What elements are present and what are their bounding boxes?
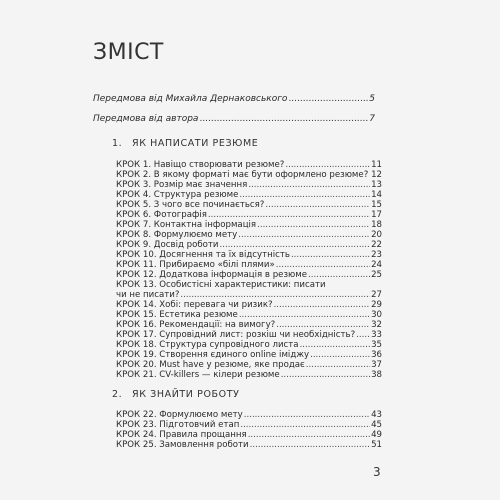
- toc-entry-page: 49: [371, 430, 382, 440]
- toc-entry-page: 30: [371, 310, 382, 320]
- toc-entry-page: 36: [371, 350, 382, 360]
- toc-list-section-1: [116, 160, 382, 380]
- toc-entry-label: КРОК 13. Особистісні характеристики: писати: [116, 280, 326, 290]
- dot-leader: [180, 290, 370, 300]
- toc-entry: [116, 240, 382, 250]
- toc-entry-label: КРОК 6. Фотографія: [116, 210, 207, 220]
- toc-entry-page: 29: [371, 300, 382, 310]
- toc-entry-label: КРОК 22. Формулюємо мету: [116, 410, 243, 420]
- toc-entry-label: КРОК 21. CV-killers — кілери резюме: [116, 370, 280, 380]
- dot-leader: [248, 180, 370, 190]
- toc-entry: [116, 370, 382, 380]
- dot-leader: [306, 360, 370, 370]
- toc-entry-page: 20: [371, 230, 382, 240]
- toc-entry-page: 45: [371, 420, 382, 430]
- toc-entry-label: КРОК 24. Правила прощання: [116, 430, 247, 440]
- toc-entry-page: 18: [371, 220, 382, 230]
- dot-leader: [238, 230, 370, 240]
- dot-leader: [310, 350, 370, 360]
- toc-entry-page: 27: [371, 290, 382, 300]
- dot-leader: [276, 320, 370, 330]
- toc-entry-label: КРОК 9. Досвід роботи: [116, 240, 219, 250]
- dot-leader: [300, 340, 371, 350]
- toc-entry-label: КРОК 5. З чого все починається?: [116, 200, 265, 210]
- toc-entry-page: 37: [371, 360, 382, 370]
- toc-entry: [116, 200, 382, 210]
- toc-entry: [116, 340, 382, 350]
- dot-leader: [356, 330, 370, 340]
- toc-entry-page: 43: [371, 410, 382, 420]
- toc-entry-page: 22: [371, 240, 382, 250]
- toc-entry-page: 17: [371, 210, 382, 220]
- toc-entry: [116, 270, 382, 280]
- dot-leader: [208, 210, 370, 220]
- toc-entry-label: КРОК 7. Контактна інформація: [116, 220, 257, 230]
- dot-leader: [288, 94, 368, 104]
- toc-entry-label: КРОК 18. Структура супровідного листа: [116, 340, 299, 350]
- toc-entry-label: КРОК 23. Підготовчий етап: [116, 420, 240, 430]
- toc-entry-page: 51: [371, 440, 382, 450]
- toc-entry: [116, 350, 382, 360]
- toc-entry-label: Передмова від автора: [93, 114, 199, 124]
- toc-preface-entry: [93, 114, 375, 124]
- section-heading: [112, 138, 258, 149]
- toc-entry: [116, 430, 382, 440]
- toc-entry-page: 15: [371, 200, 382, 210]
- toc-entry: [116, 360, 382, 370]
- toc-entry-label: КРОК 2. В якому форматі має бути оформлено резюме?: [116, 170, 369, 180]
- toc-entry: [116, 250, 382, 260]
- toc-entry-page: 13: [371, 180, 382, 190]
- toc-entry-label: КРОК 4. Структура резюме: [116, 190, 239, 200]
- toc-entry: [116, 160, 382, 170]
- toc-entry: [116, 260, 382, 270]
- toc-entry-label: КРОК 3. Розмір має значення: [116, 180, 248, 190]
- toc-entry-page: 25: [371, 270, 382, 280]
- section-heading: [112, 389, 240, 400]
- toc-entry-label: КРОК 10. Досягнення та їх відсутність: [116, 250, 290, 260]
- dot-leader: [244, 410, 370, 420]
- dot-leader: [250, 440, 370, 450]
- toc-entry-label: КРОК 20. Must have у резюме, яке продає: [116, 360, 305, 370]
- toc-preface-entry: [93, 94, 375, 104]
- toc-entry-label: КРОК 8. Формулюємо мету: [116, 230, 238, 240]
- toc-entry-label: Передмова від Михайла Дернаковського: [93, 94, 288, 104]
- toc-entry-page: 12: [371, 170, 382, 180]
- toc-entry: [116, 170, 382, 180]
- toc-entry-page: 35: [371, 340, 382, 350]
- toc-entry-page: 33: [371, 330, 382, 340]
- section-number: 2.: [112, 389, 123, 400]
- dot-leader: [240, 420, 370, 430]
- dot-leader: [285, 160, 370, 170]
- section-number: 1.: [112, 138, 123, 149]
- toc-entry: [116, 330, 382, 340]
- toc-entry-label: чи не писати?: [116, 290, 180, 300]
- dot-leader: [265, 200, 370, 210]
- toc-entry-page: 14: [371, 190, 382, 200]
- dot-leader: [239, 310, 370, 320]
- dot-leader: [308, 270, 370, 280]
- dot-leader: [248, 430, 370, 440]
- toc-entry-label: КРОК 17. Супровідний лист: розкіш чи необхідність?: [116, 330, 356, 340]
- toc-entry-label: КРОК 15. Естетика резюме: [116, 310, 238, 320]
- toc-entry-label: КРОК 12. Додаткова інформація в резюме: [116, 270, 308, 280]
- toc-entry: [116, 190, 382, 200]
- toc-entry: [116, 300, 382, 310]
- toc-entry-page: 5: [369, 94, 375, 104]
- toc-entry: [116, 440, 382, 450]
- toc-entry: [116, 290, 382, 300]
- toc-entry-label: КРОК 19. Створення єдиного online іміджу: [116, 350, 310, 360]
- dot-leader: [274, 300, 370, 310]
- dot-leader: [220, 240, 371, 250]
- toc-list-section-2: [116, 410, 382, 450]
- toc-entry-page: 7: [369, 114, 375, 124]
- toc-entry-page: 32: [371, 320, 382, 330]
- toc-entry-label: КРОК 14. Хобі: перевага чи ризик?: [116, 300, 273, 310]
- section-title: ЯК НАПИСАТИ РЕЗЮМЕ: [132, 138, 259, 149]
- toc-entry: [116, 230, 382, 240]
- toc-entry-page: 38: [371, 370, 382, 380]
- toc-entry-label: КРОК 11. Прибираємо «білі плями»: [116, 260, 275, 270]
- toc-entry-label: КРОК 25. Замовлення роботи: [116, 440, 249, 450]
- toc-entry: [116, 280, 382, 290]
- dot-leader: [199, 114, 368, 124]
- toc-entry-label: КРОК 16. Рекомендації: на вимогу?: [116, 320, 276, 330]
- dot-leader: [257, 220, 370, 230]
- toc-entry: [116, 310, 382, 320]
- dot-leader: [369, 170, 370, 180]
- toc-entry: [116, 180, 382, 190]
- toc-entry-page: 11: [371, 160, 382, 170]
- dot-leader: [276, 260, 370, 270]
- page-title: ЗМІСТ: [93, 40, 164, 65]
- section-title: ЯК ЗНАЙТИ РОБОТУ: [132, 389, 240, 400]
- toc-entry-page: 23: [371, 250, 382, 260]
- toc-entry: [116, 220, 382, 230]
- toc-entry: [116, 410, 382, 420]
- dot-leader: [291, 250, 370, 260]
- toc-entry-page: 24: [371, 260, 382, 270]
- dot-leader: [239, 190, 370, 200]
- toc-entry-label: КРОК 1. Навіщо створювати резюме?: [116, 160, 285, 170]
- toc-entry: [116, 320, 382, 330]
- toc-entry: [116, 210, 382, 220]
- page-number: 3: [373, 465, 381, 479]
- dot-leader: [281, 370, 370, 380]
- toc-entry: [116, 420, 382, 430]
